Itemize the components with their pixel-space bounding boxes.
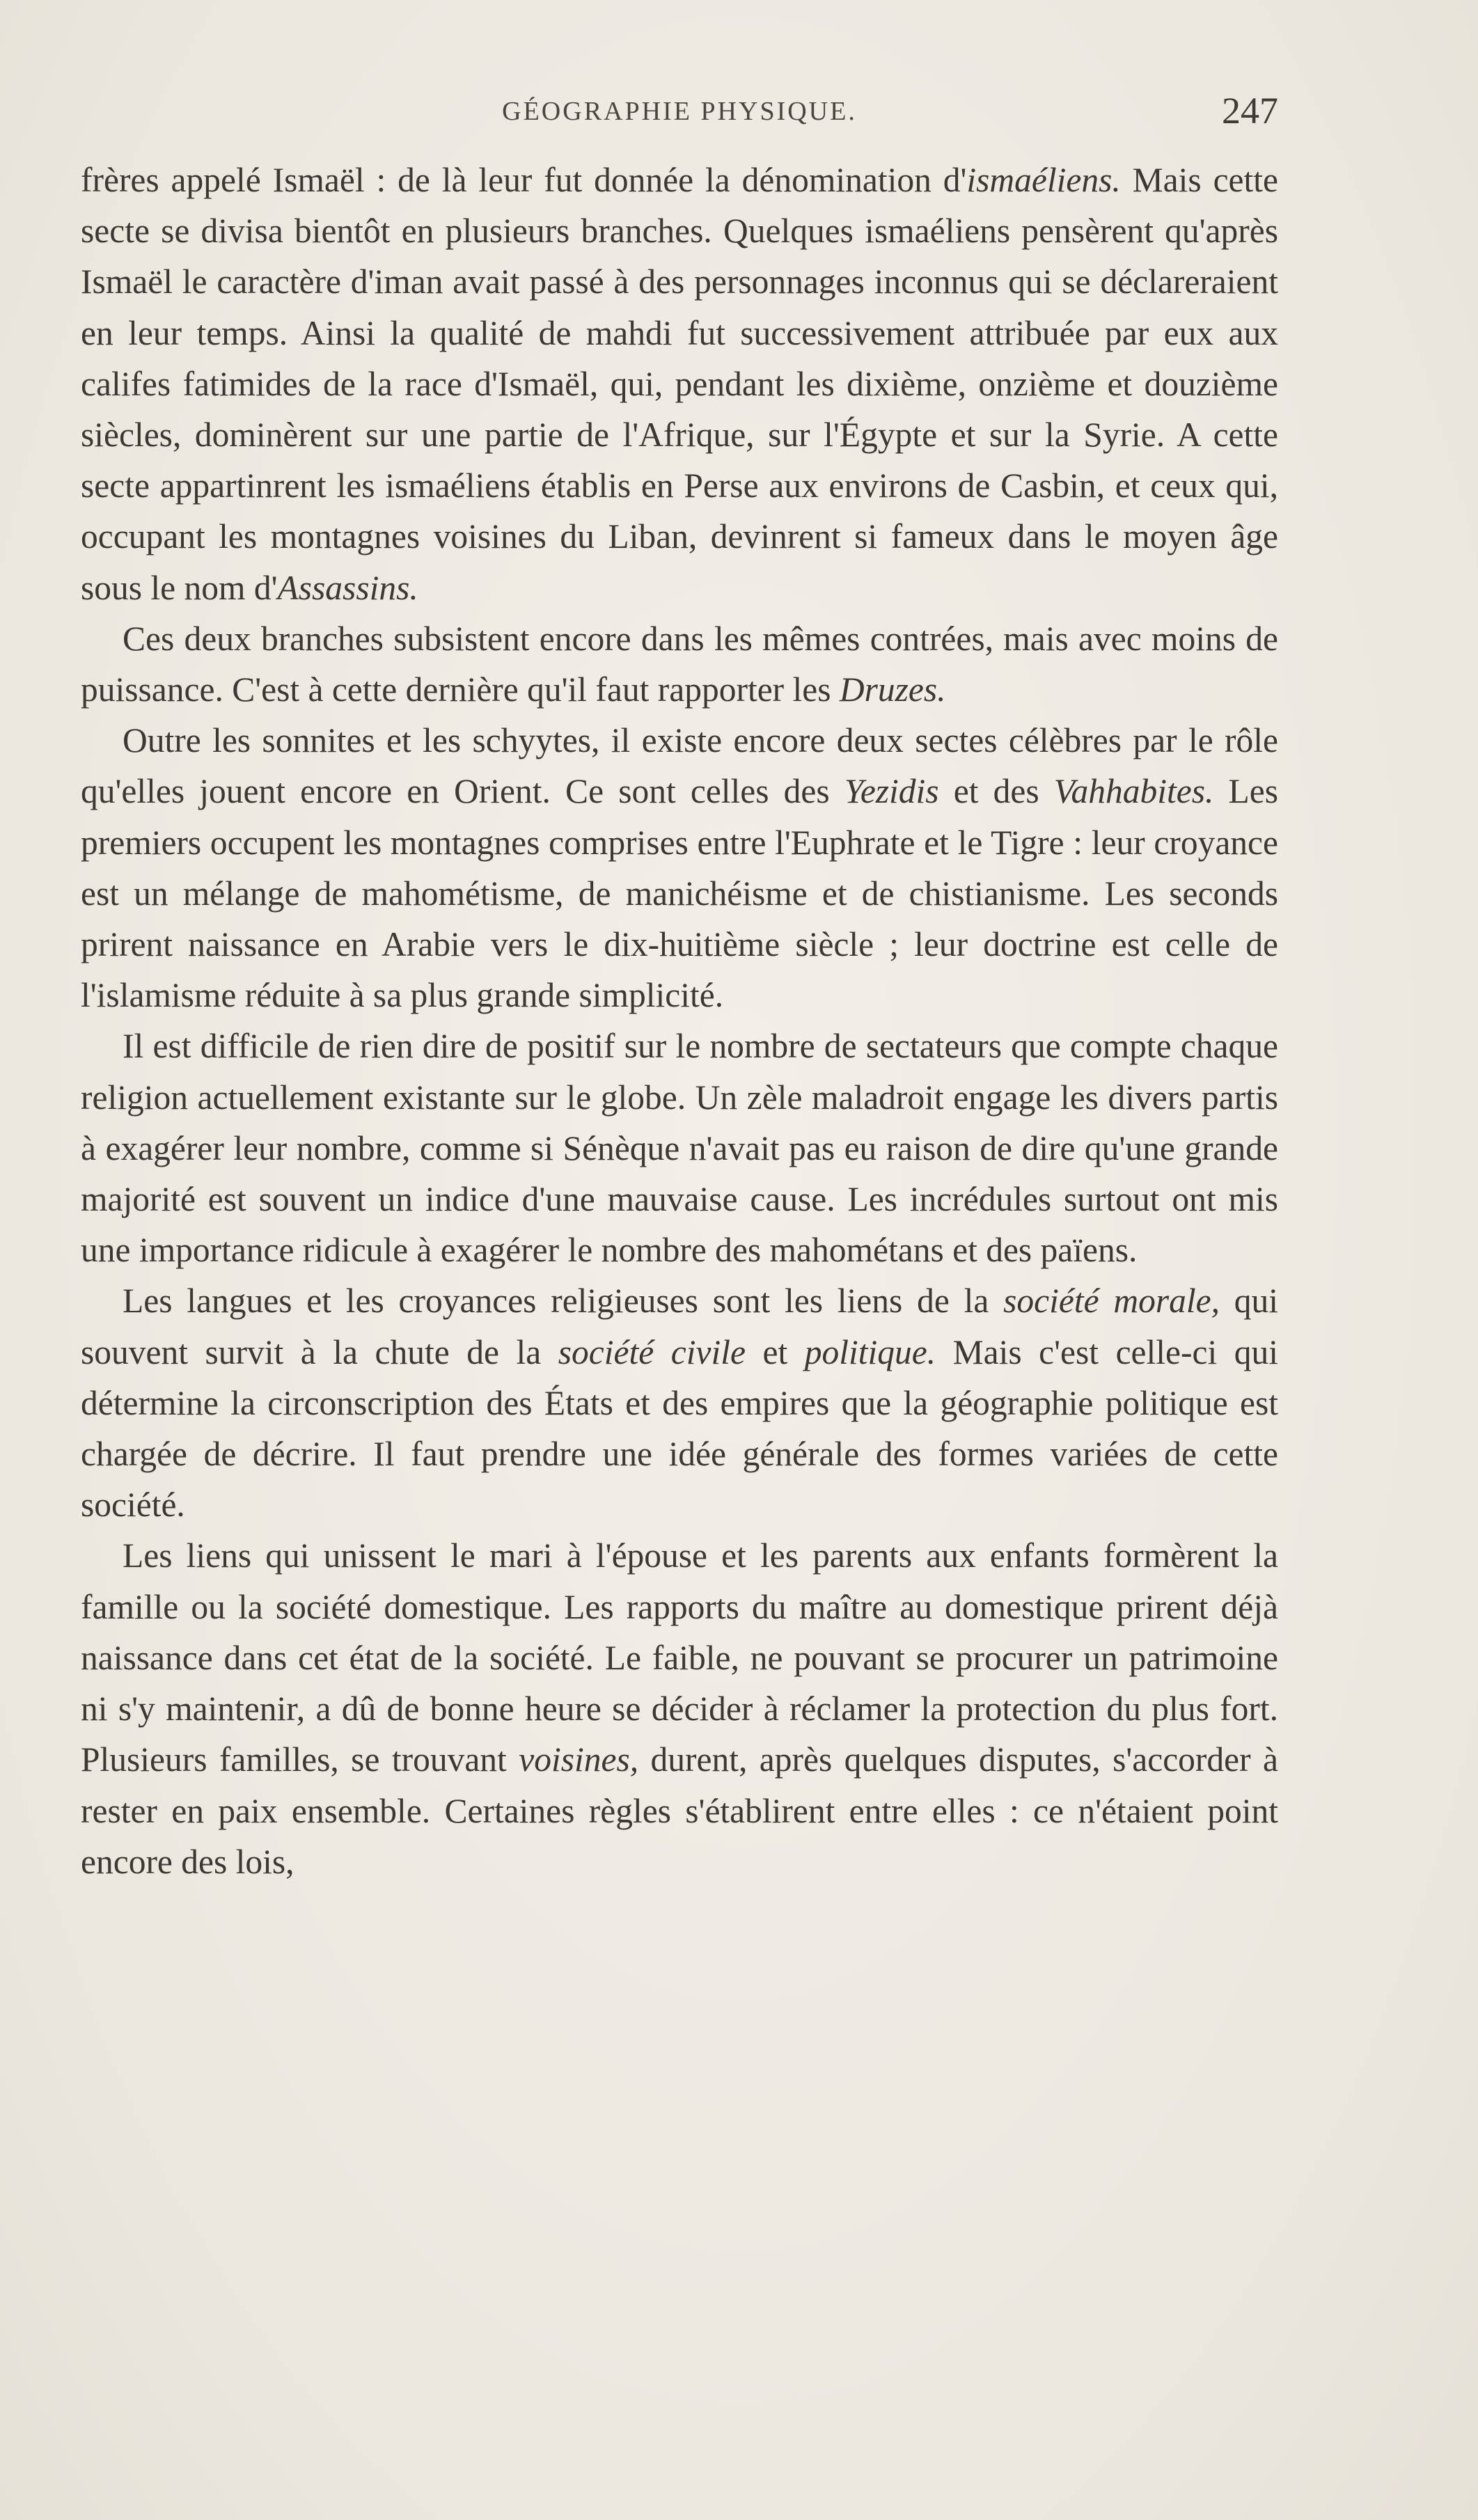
page-header <box>81 89 1278 145</box>
page-number: 247 <box>1222 90 1278 132</box>
text-run: qui souvent survit à la chute de la <box>81 1282 1278 1371</box>
italic-term: société morale, <box>1003 1282 1220 1321</box>
paragraph-family <box>81 1530 1278 1887</box>
italic-term: Assassins. <box>277 568 418 607</box>
text-run: Il est difficile de rien dire de positif sur le nombre de sectateurs que compte chaque religion actuellement existante sur le globe. Un zèle maladroit engage les divers partis à exagérer leur nombre, comme si Sénèque n'avait pas eu raison de dire qu'une grande majorité est souvent un indice d'une mauvaise cause. Les incrédules surtout ont mis une importance ridicule à exagérer le nombre des mahométans et des païens. <box>81 1027 1278 1270</box>
italic-term: Druzes. <box>839 670 946 709</box>
text-run: et des <box>938 772 1054 811</box>
text-run: Les premiers occupent les montagnes comprises entre l'Euphrate et le Tigre : leur croyance est un mélange de mahométisme, de manichéisme et de chistianisme. Les seconds prirent naissance en Arabie vers le dix-huitième siècle ; leur doctrine est celle de l'islamisme réduite à sa plus grande simplicité. <box>81 772 1278 1015</box>
italic-term: ismaéliens. <box>966 161 1121 199</box>
italic-term: Vahhabites. <box>1053 772 1214 811</box>
text-run: frères appelé Ismaël : de là leur fut donnée la dénomination d' <box>81 161 967 199</box>
paragraph-sects <box>81 715 1278 1021</box>
text-run: Mais cette secte se divisa bientôt en plusieurs branches. Quelques ismaéliens pensèrent qu'après Ismaël le caractère d'iman avait passé à des personnages inconnus qui se déclareraient en leur temps. Ainsi la qualité de mahdi fut successivement attribuée par eux aux califes fatimides de la race d'Ismaël, qui, pendant les dixième, onzième et douzième siècles, dominèrent sur une partie de l'Afrique, sur l'Égypte et sur la Syrie. A cette secte appartinrent les ismaéliens établis en Perse aux environs de Casbin, et ceux qui, occupant les montagnes voisines du Liban, devinrent si fameux dans le moyen âge sous le nom d' <box>81 161 1278 607</box>
text-run: Outre les sonnites et les schyytes, il existe encore deux sectes célèbres par le rôle qu'elles jouent encore en Orient. Ce sont celles des <box>81 721 1278 811</box>
paragraph-ismaeliens <box>81 155 1278 613</box>
text-run: durent, après quelques disputes, s'accorder à rester en paix ensemble. Certaines règles s'établirent entre elles : ce n'étaient point encore des lois, <box>81 1740 1278 1881</box>
paragraph-numbers <box>81 1021 1278 1275</box>
italic-term: société civile <box>558 1332 746 1371</box>
text-run: Ces deux branches subsistent encore dans les mêmes contrées, mais avec moins de puissance. C'est à cette dernière qu'il faut rapporter les <box>81 619 1278 709</box>
italic-term: politique. <box>804 1332 936 1371</box>
italic-term: voisines, <box>519 1740 639 1779</box>
text-run: Les langues et les croyances religieuses sont les liens de la <box>123 1282 1004 1321</box>
paragraph-society <box>81 1275 1278 1530</box>
text-run: Les liens qui unissent le mari à l'épouse et les parents aux enfants formèrent la famille ou la société domestique. Les rapports du maître au domestique prirent déjà naissance dans cet état de la société. Le faible, ne pouvant se procurer un patrimoine ni s'y maintenir, a dû de bonne heure se décider à réclamer la protection du plus fort. Plusieurs familles, se trouvant <box>81 1536 1278 1779</box>
paragraph-branches <box>81 613 1278 715</box>
text-run: Mais c'est celle-ci qui détermine la circonscription des États et des empires que la géographie politique est chargée de décrire. Il faut prendre une idée générale des formes variées de cette société. <box>81 1332 1278 1525</box>
body-text <box>81 155 1278 1887</box>
text-run: et <box>745 1332 805 1371</box>
running-title: GÉOGRAPHIE PHYSIQUE. <box>502 97 857 126</box>
italic-term: Yezidis <box>844 772 939 811</box>
